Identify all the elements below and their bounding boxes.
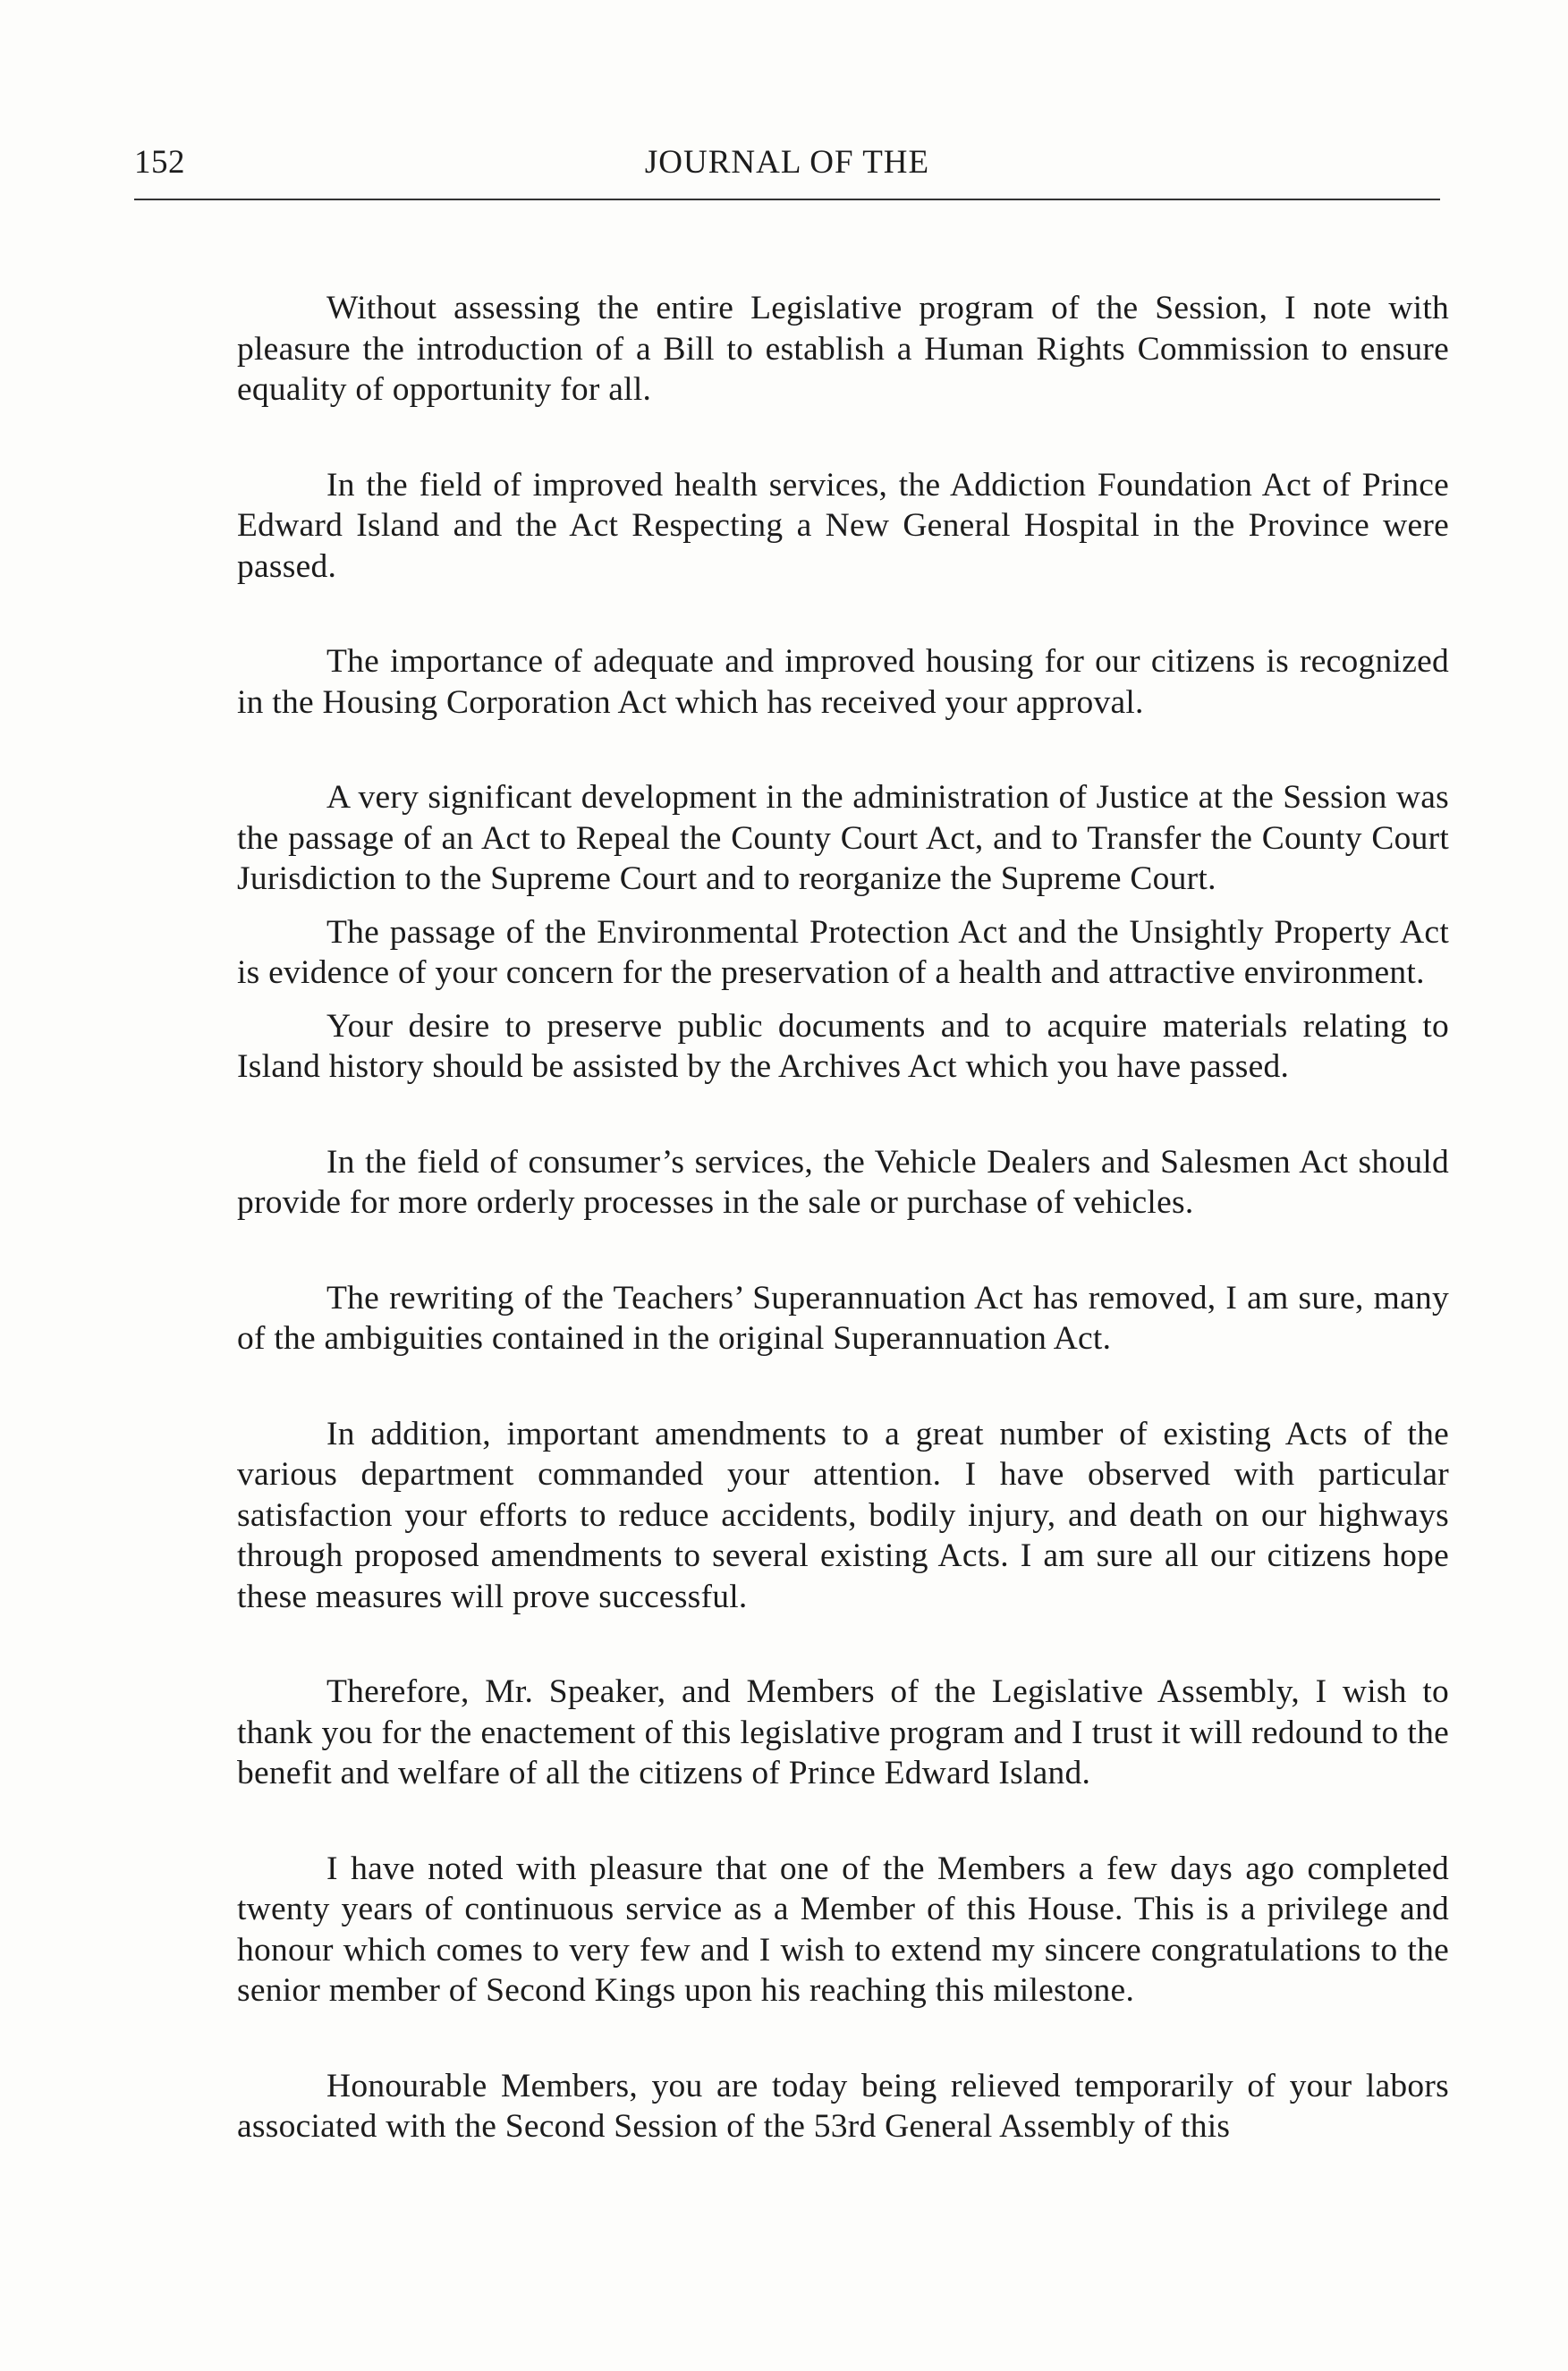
paragraph-justice: A very significant development in the administration of Justice at the Session was the passage of an Act to Repeal the County Court Act, and to Transfer the County Court Jurisdiction to the Supreme Court and to reorganize the Supreme Court. bbox=[237, 779, 1449, 897]
running-head: JOURNAL OF THE bbox=[644, 144, 930, 181]
header-rule bbox=[134, 199, 1440, 200]
paragraph-superannuation: The rewriting of the Teachers’ Superannuation Act has removed, I am sure, many of the ambiguities contained in the original Superannuation Act. bbox=[237, 1279, 1449, 1357]
paragraph-health-services: In the field of improved health services, the Addiction Foundation Act of Prince Edward Island and the Act Respecting a New General Hospital in the Province were passed. bbox=[237, 466, 1449, 585]
paragraph-human-rights: Without assessing the entire Legislative program of the Session, I note with pleasure the introduction of a Bill to establish a Human Rights Commission to ensure equality of opportunity for all. bbox=[237, 290, 1449, 408]
page-header bbox=[134, 134, 1440, 188]
paragraph-thanks: Therefore, Mr. Speaker, and Members of the Legislative Assembly, I wish to thank you for the enactement of this legislative program and I trust it will redound to the benefit and welfare of all the citizens of Prince Edward Island. bbox=[237, 1673, 1449, 1791]
paragraph-closing: Honourable Members, you are today being relieved temporarily of your labors associated with the Second Session of the 53rd General Assembly of this bbox=[237, 2067, 1449, 2145]
paragraph-senior-member: I have noted with pleasure that one of the Members a few days ago completed twenty years of continuous service as a Member of this House. This is a privilege and honour which comes to very few and I wish to extend my sincere congratulations to the senior member of Second Kings upon his reaching this milestone. bbox=[237, 1850, 1449, 2009]
paragraph-amendments: In addition, important amendments to a great number of existing Acts of the various department commanded your attention. I have observed with particular satisfaction your efforts to reduce accidents, bodily injury, and death on our highways through proposed amendments to several existing Acts. I am sure all our citizens hope these measures will prove successful. bbox=[237, 1415, 1449, 1615]
paragraph-housing: The importance of adequate and improved housing for our citizens is recognized in the Housing Corporation Act which has received your approval. bbox=[237, 643, 1449, 721]
paragraph-archives: Your desire to preserve public documents and to acquire materials relating to Island history should be assisted by the Archives Act which you have passed. bbox=[237, 1007, 1449, 1085]
paragraph-environment: The passage of the Environmental Protection Act and the Unsightly Property Act is evidence of your concern for the preservation of a health and attractive environment. bbox=[237, 913, 1449, 991]
page-number: 152 bbox=[134, 144, 185, 181]
document-body bbox=[237, 288, 1449, 2147]
paragraph-consumer-services: In the field of consumer’s services, the Vehicle Dealers and Salesmen Act should provide for more orderly processes in the sale or purchase of vehicles. bbox=[237, 1143, 1449, 1221]
